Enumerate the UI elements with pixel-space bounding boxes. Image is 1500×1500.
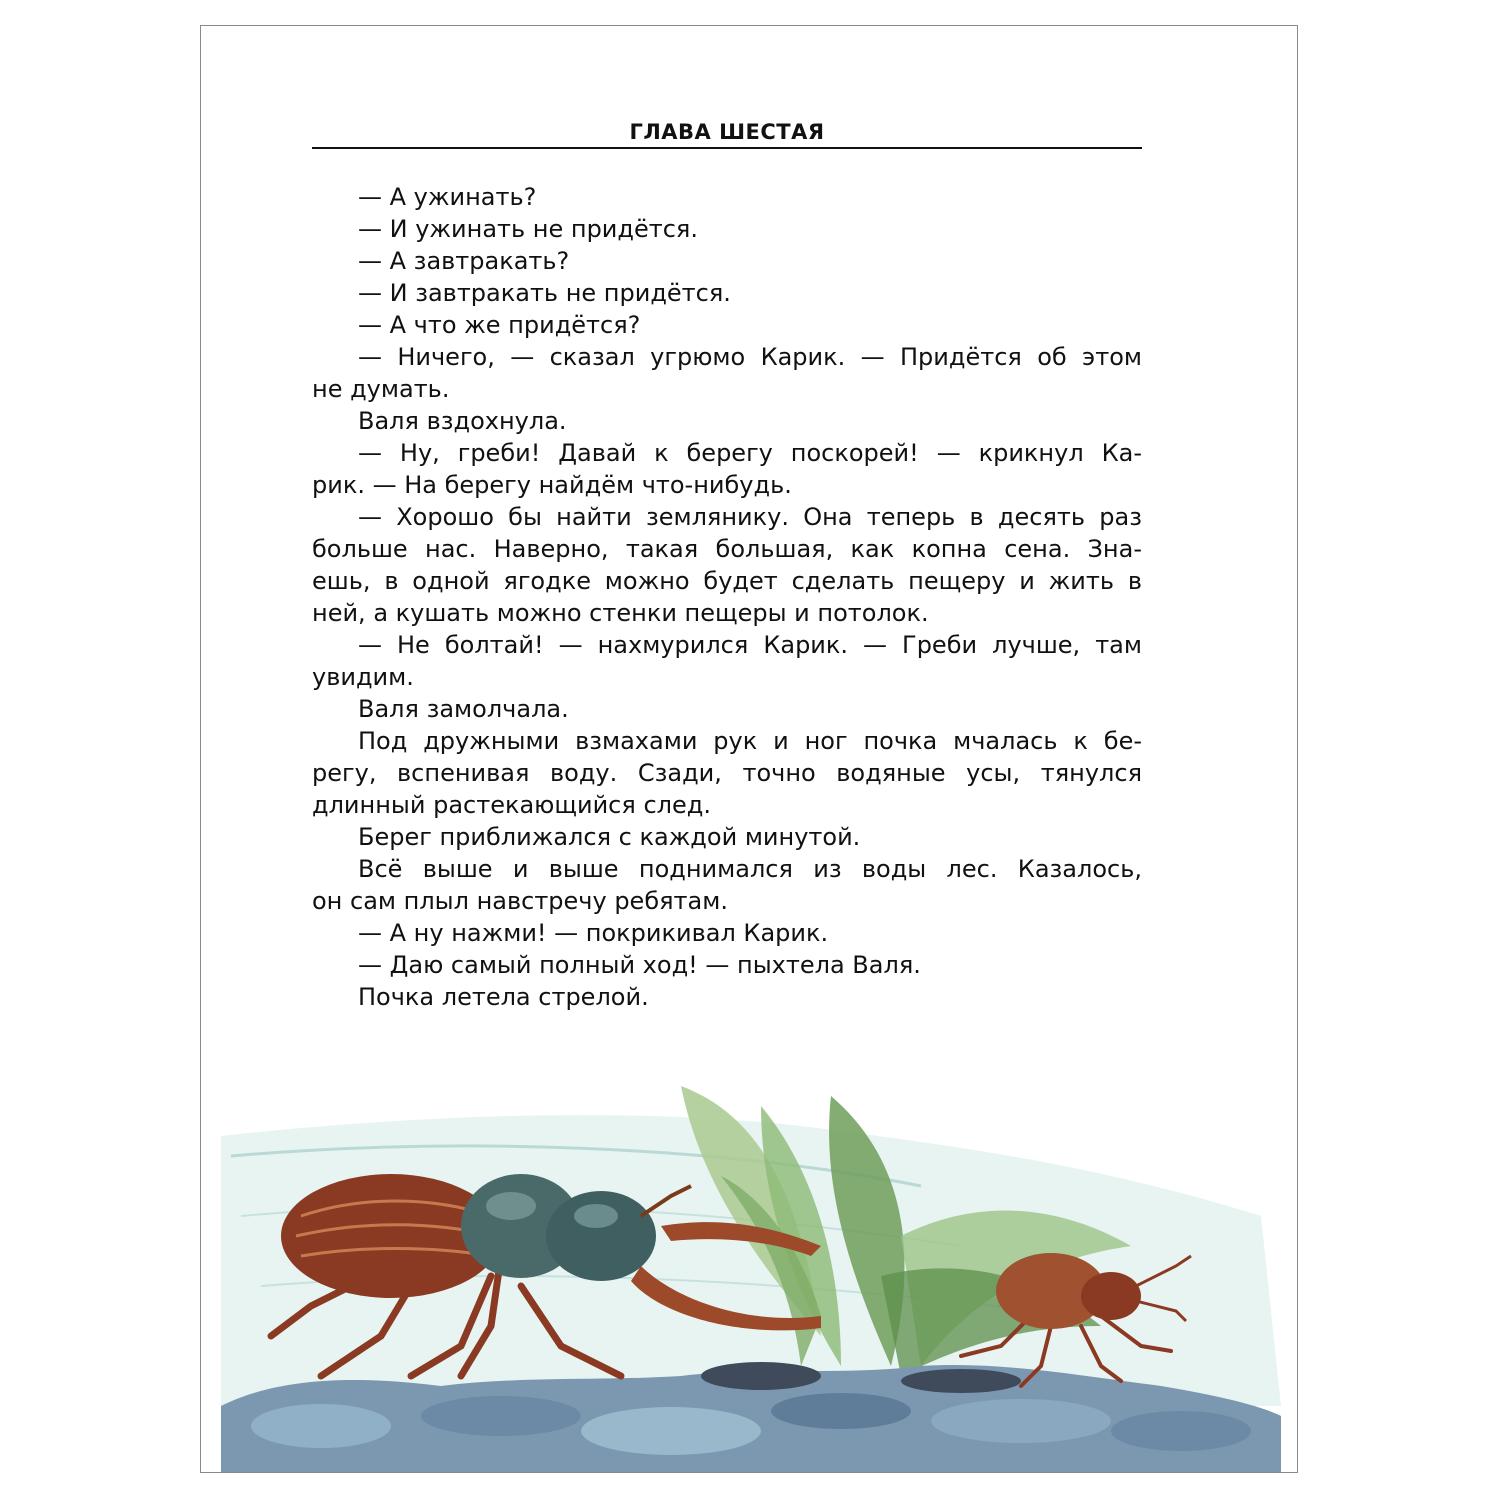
- text-line: Почка летела стрелой.: [358, 983, 649, 1011]
- text-line: — Даю самый полный ход! — пыхтела Валя.: [358, 951, 921, 979]
- text-line: — А что же придётся?: [358, 311, 641, 339]
- big-beetle-highlight: [574, 1204, 618, 1228]
- text-line: — А завтракать?: [358, 247, 570, 275]
- beetles-illustration: [201, 1076, 1298, 1473]
- text-line: — Ничего, — сказал угрюмо Карик. — Придётся об этом: [358, 343, 1142, 371]
- text-line: — Ну, греби! Давай к берегу поскорей! — крикнул Ка-: [358, 439, 1142, 467]
- text-line: больше нас. Наверно, такая большая, как копна сена. Зна-: [312, 535, 1142, 563]
- big-beetle-highlight: [486, 1192, 536, 1220]
- text-line: Всё выше и выше поднимался из воды лес. Казалось,: [358, 855, 1142, 883]
- stone: [931, 1399, 1111, 1443]
- text-line: он сам плыл навстречу ребятам.: [312, 887, 728, 915]
- chapter-title: ГЛАВА ШЕСТАЯ: [629, 120, 825, 144]
- text-line: не думать.: [312, 375, 450, 403]
- stone: [251, 1404, 391, 1448]
- stone: [1111, 1411, 1251, 1451]
- text-line: Под дружными взмахами рук и ног почка мчалась к бе-: [358, 727, 1142, 755]
- body-text: [312, 181, 1142, 1013]
- text-line: — И ужинать не придётся.: [358, 215, 698, 243]
- text-line: — Хорошо бы найти землянику. Она теперь в десять раз: [358, 503, 1142, 531]
- text-line: ней, а кушать можно стенки пещеры и потолок.: [312, 599, 929, 627]
- book-page: [200, 25, 1298, 1473]
- text-line: Валя замолчала.: [358, 695, 569, 723]
- text-line: ешь, в одной ягодке можно будет сделать пещеру и жить в: [312, 567, 1142, 595]
- text-line: рик. — На берегу найдём что-нибудь.: [312, 471, 792, 499]
- small-beetle-head: [1081, 1272, 1141, 1320]
- stone-dark: [901, 1369, 1021, 1393]
- text-line: — И завтракать не придётся.: [358, 279, 731, 307]
- text-line: длинный растекающийся след.: [312, 791, 711, 819]
- text-line: — А ужинать?: [358, 183, 537, 211]
- stone-dark: [701, 1362, 821, 1390]
- title-rule: [312, 147, 1142, 149]
- stone: [581, 1407, 761, 1455]
- text-line: Берег приближался с каждой минутой.: [358, 823, 861, 851]
- stone: [771, 1393, 911, 1429]
- text-line: — Не болтай! — нахмурился Карик. — Греби лучше, там: [358, 631, 1142, 659]
- text-line: — А ну нажми! — покрикивал Карик.: [358, 919, 829, 947]
- stone: [421, 1396, 581, 1436]
- text-line: регу, вспенивая воду. Сзади, точно водяные усы, тянулся: [312, 759, 1142, 787]
- text-line: Валя вздохнула.: [358, 407, 567, 435]
- text-line: увидим.: [312, 663, 414, 691]
